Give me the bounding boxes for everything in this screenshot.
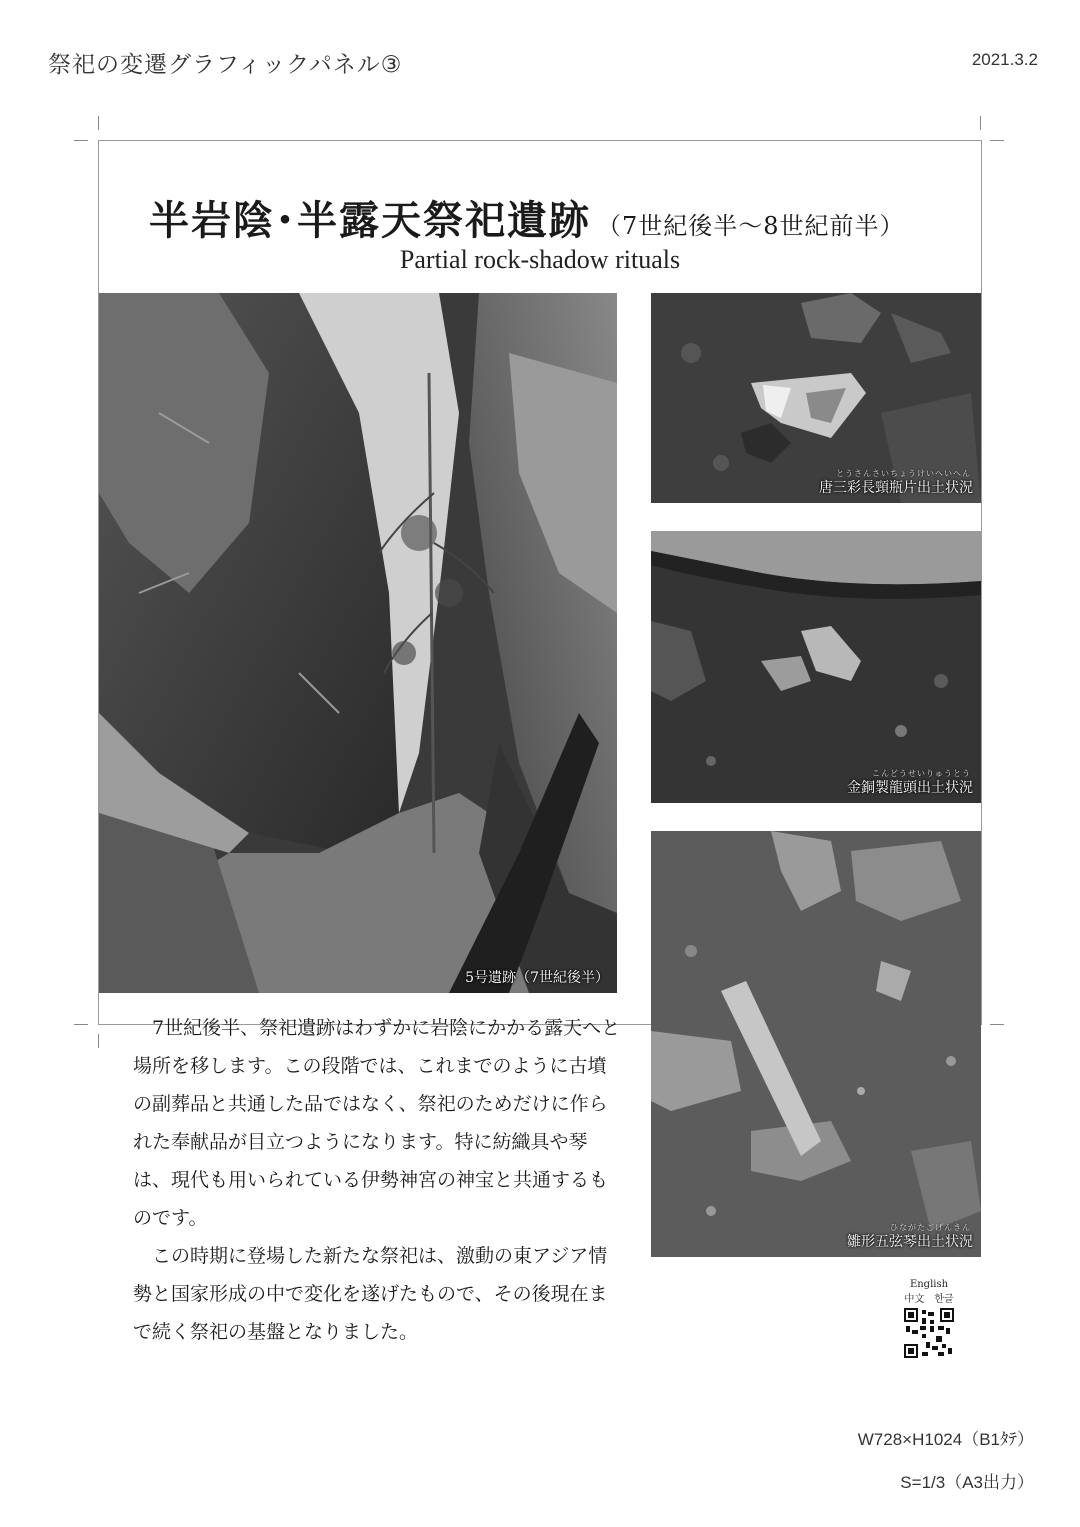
p3-caption: 雛形五弦琴出土状況: [847, 1234, 973, 1250]
koto-image: [651, 831, 981, 1257]
crop-mark-br-h: [990, 1024, 1004, 1025]
footer-scale: S=1/3（A3出力）: [900, 1473, 1034, 1492]
photo-five-string-koto: [651, 831, 981, 1257]
panel-title-text: 半岩陰･半露天祭祀遺跡: [149, 197, 591, 244]
dragon-head-image: [651, 531, 981, 803]
crop-mark-bl-h: [74, 1024, 88, 1025]
crop-mark-tl-v: [98, 116, 99, 130]
body-text: [133, 1009, 623, 1351]
footer-size: W728×H1024（B1ﾀﾃ）: [857, 1430, 1034, 1449]
qr-block: [899, 1279, 959, 1358]
header-title: 祭祀の変遷グラフィックパネル③: [48, 52, 403, 78]
qr-language-en: English: [909, 1279, 949, 1290]
panel-period: （7世紀後半〜8世紀前半）: [597, 212, 905, 240]
header-date: 2021.3.2: [971, 50, 1038, 69]
rock-cleft-image: [99, 293, 617, 993]
main-photo: [99, 293, 617, 993]
p3-caption-ruby: ひながたごげんきん: [890, 1223, 971, 1232]
p1-caption-ruby: とうさんさいちょうけいへいへん: [836, 469, 971, 478]
p1-caption: 唐三彩長頸瓶片出土状況: [819, 480, 973, 496]
p2-caption-ruby: こんどうせいりゅうとう: [872, 769, 971, 778]
panel-title: [149, 189, 905, 246]
qr-code-icon[interactable]: [904, 1308, 954, 1358]
qr-language-zh-ko: 中文 한글: [904, 1294, 954, 1305]
p2-caption: 金銅製龍頭出土状況: [847, 780, 973, 796]
body-paragraph-2: この時期に登場した新たな祭祀は、激動の東アジア情勢と国家形成の中で変化を遂げたもので、その後現在まで続く祭祀の基盤となりました。: [133, 1245, 608, 1343]
photo-sancai-vase: [651, 293, 981, 503]
body-paragraph-1: 7世紀後半、祭祀遺跡はわずかに岩陰にかかる露天へと場所を移します。この段階では、これまでのように古墳の副葬品と共通した品ではなく、祭祀のためだけに作られた奉献品が目立つようになります。特に紡織具や琴は、現代も用いられている伊勢神宮の神宝と共通するものです。: [133, 1017, 621, 1229]
crop-mark-tl-h: [74, 140, 88, 141]
main-photo-caption: 5号遺跡（7世紀後半）: [465, 970, 609, 986]
crop-mark-bl-v: [98, 1034, 99, 1048]
graphic-panel: [98, 140, 982, 1343]
crop-mark-tr-h: [990, 140, 1004, 141]
photo-dragon-head: [651, 531, 981, 803]
panel-subtitle: Partial rock-shadow rituals: [399, 245, 681, 274]
crop-mark-tr-v: [980, 116, 981, 130]
